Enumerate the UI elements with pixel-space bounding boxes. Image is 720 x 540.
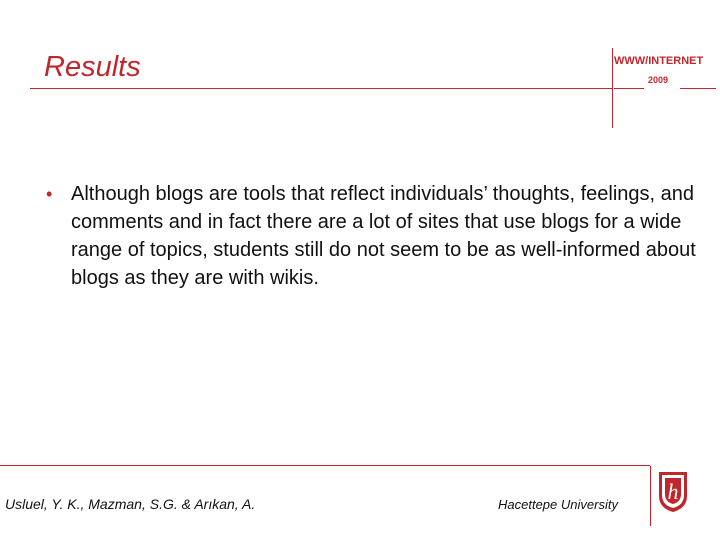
header-vertical-divider <box>612 48 613 128</box>
bullet-text: Although blogs are tools that reflect individuals’ thoughts, feelings, and comments and in fact there are a lot of sites that use blogs for a wide range of topics, students still do not seem to be as well-informed about blogs as they are with wikis. <box>71 183 696 289</box>
footer-vertical-divider <box>650 466 651 526</box>
hacettepe-logo-icon <box>656 468 690 514</box>
bullet-item <box>46 180 696 292</box>
slide-content <box>46 180 696 292</box>
title-divider <box>30 88 612 89</box>
conference-brand: WWW/INTERNET <box>614 55 704 67</box>
bullet-marker-icon: • <box>46 184 53 204</box>
footer-university: Hacettepe University <box>498 497 618 512</box>
year-rule-left <box>614 88 644 89</box>
footer-authors: Usluel, Y. K., Mazman, S.G. & Arıkan, A. <box>5 496 256 512</box>
svg-text:h: h <box>667 479 679 504</box>
year-rule-right <box>680 88 716 89</box>
slide-title: Results <box>44 51 141 83</box>
conference-year: 2009 <box>648 75 669 85</box>
footer-divider <box>0 465 650 466</box>
